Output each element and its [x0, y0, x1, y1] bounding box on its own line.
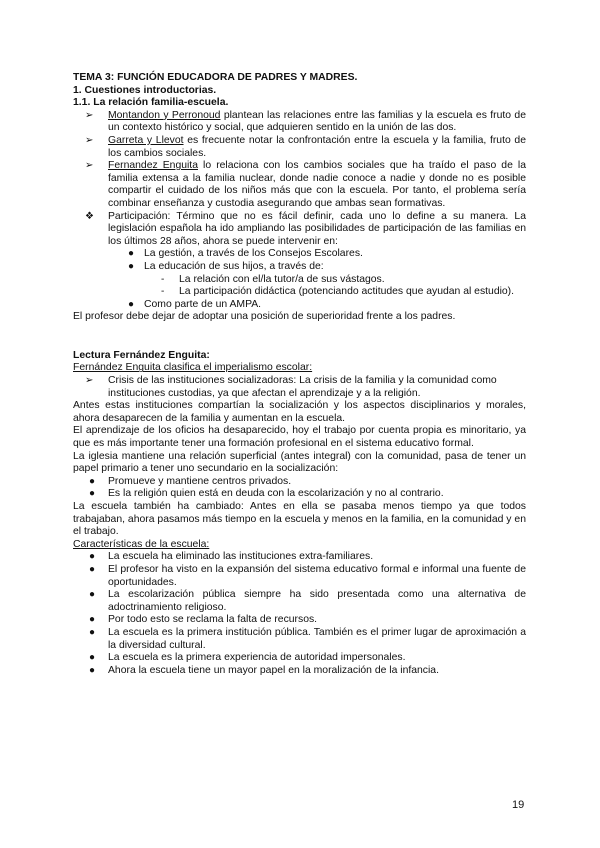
document-title: TEMA 3: FUNCIÓN EDUCADORA DE PADRES Y MADRES.: [73, 72, 358, 83]
list-item-text: La relación con el/la tutor/a de sus vástagos.: [179, 273, 385, 285]
arrow-bullet-icon: ➢: [85, 160, 94, 172]
arrow-bullet-icon: ➢: [85, 134, 94, 146]
list-item: [73, 286, 526, 299]
list-item-text: La escuela es la primera institución pública. También es el primer lugar de aproximación a la diversidad cultural.: [108, 626, 526, 651]
crisis-item: [73, 375, 526, 400]
subsection-heading: 1.1. La relación familia-escuela.: [73, 97, 229, 109]
author-item: [73, 160, 526, 210]
reading-subtitle: Fernández Enguita clasifica el imperialismo escolar:: [73, 362, 313, 374]
author-name: Montandon y Perronoud: [108, 109, 221, 121]
paragraph: La iglesia mantiene una relación superficial (antes integral) con la comunidad, pasa de tener un papel primario a tener uno secundario en la socialización:: [73, 450, 526, 475]
arrow-bullet-icon: ➢: [85, 109, 94, 121]
list-item: [73, 274, 526, 287]
bullet-icon: ●: [128, 298, 135, 310]
list-item: [73, 476, 526, 489]
bullet-icon: ●: [89, 563, 96, 575]
crisis-text: Crisis de las instituciones socializadoras: La crisis de la familia y la comunidad como instituciones custodias, ya que afectan el aprendizaje y a la religión.: [108, 375, 497, 399]
list-item-text: El profesor ha visto en la expansión del sistema educativo formal e informal una fuente de oportunidades.: [108, 563, 526, 588]
author-item: [73, 135, 526, 160]
bullet-icon: ●: [89, 488, 96, 500]
list-item-text: La educación de sus hijos, a través de:: [144, 260, 324, 272]
list-item: [73, 652, 526, 665]
list-item: [73, 589, 526, 614]
author-item: [73, 110, 526, 135]
list-item-text: La gestión, a través de los Consejos Escolares.: [144, 248, 363, 260]
author-name: Fernandez Enguita: [108, 160, 198, 172]
list-item: [73, 614, 526, 627]
list-item: [73, 564, 526, 589]
author-text: lo relaciona con los cambios sociales que ha traído el paso de la familia extensa a la familia nuclear, donde nadie conoce a nadie y donde no es posible compartir el cuidado de los niños más que con la escuela. Por tanto, el problema sería combinar enseñanza y custodia asegurando que ambas sean formativas.: [108, 160, 526, 209]
bullet-icon: ●: [128, 248, 135, 260]
list-item: [73, 248, 526, 261]
page-number: 19: [512, 799, 525, 811]
bullet-icon: ●: [128, 260, 135, 272]
dash-bullet-icon: -: [161, 273, 165, 285]
bullet-icon: ●: [89, 475, 96, 487]
paragraph: Antes estas instituciones compartían la socialización y los aspectos disciplinarios y morales, ahora desaparecen de la familia y aumentan en la escuela.: [73, 400, 526, 424]
bullet-icon: ●: [89, 614, 96, 626]
list-item-text: La participación didáctica (potenciando actitudes que ayudan al estudio).: [179, 286, 515, 298]
list-item: [73, 627, 526, 652]
list-item-text: La escolarización pública siempre ha sido presentada como una alternativa de adoctrinamiento religioso.: [108, 589, 526, 613]
arrow-bullet-icon: ➢: [85, 375, 94, 387]
list-item-text: Promueve y mantiene centros privados.: [108, 475, 292, 487]
list-item-text: La escuela es la primera experiencia de autoridad impersonales.: [108, 652, 406, 664]
list-item: [73, 299, 526, 312]
list-item: [73, 488, 526, 501]
bullet-icon: ●: [89, 589, 96, 601]
reading-title: Lectura Fernández Enguita:: [73, 349, 210, 361]
list-item-text: Ahora la escuela tiene un mayor papel en la moralización de la infancia.: [108, 664, 439, 676]
list-item-text: Por todo esto se reclama la falta de recursos.: [108, 614, 318, 626]
list-item-text: La escuela ha eliminado las instituciones extra-familiares.: [108, 551, 374, 563]
section-heading: 1. Cuestiones introductorias.: [73, 84, 217, 96]
participation-item: [73, 211, 526, 249]
list-item: [73, 665, 526, 678]
list-item: [73, 551, 526, 564]
list-item-text: Como parte de un AMPA.: [144, 298, 262, 310]
author-text: plantean las relaciones entre las familias y la escuela es fruto de un contexto histórico y social, que adquieren sentido en la unión de las dos.: [108, 109, 526, 134]
list-item-text: Es la religión quien está en deuda con la escolarización y no al contrario.: [108, 488, 444, 500]
diamond-bullet-icon: ❖: [85, 210, 94, 222]
features-title: Características de la escuela:: [73, 538, 210, 550]
document-body: [73, 72, 526, 677]
bullet-icon: ●: [89, 664, 96, 676]
bullet-icon: ●: [89, 652, 96, 664]
author-text: es frecuente notar la confrontación entre la escuela y la familia, fruto de los cambios sociales.: [108, 134, 526, 159]
bullet-icon: ●: [89, 626, 96, 638]
author-name: Garreta y Llevot: [108, 134, 184, 146]
bullet-icon: ●: [89, 551, 96, 563]
participation-text: Participación: Término que no es fácil definir, cada uno lo define a su manera. La legislación española ha ido ampliando las posibilidades de participación de las familias en los últimos 28 años, ahora se puede intervenir en:: [108, 210, 526, 247]
paragraph: La escuela también ha cambiado: Antes en ella se pasaba menos tiempo ya que todos trabajaban, ahora pasamos más tiempo en la escuela y menos en la familia, en la comunidad y en el trabajo.: [73, 501, 526, 538]
paragraph: El aprendizaje de los oficios ha desaparecido, hoy el trabajo por cuenta propia es minoritario, ya que es más importante tener una formación profesional en el sistema educativo formal.: [73, 425, 526, 450]
closing-paragraph: El profesor debe dejar de adoptar una posición de superioridad frente a los padres.: [73, 311, 456, 323]
list-item: [73, 261, 526, 274]
dash-bullet-icon: -: [161, 286, 165, 298]
